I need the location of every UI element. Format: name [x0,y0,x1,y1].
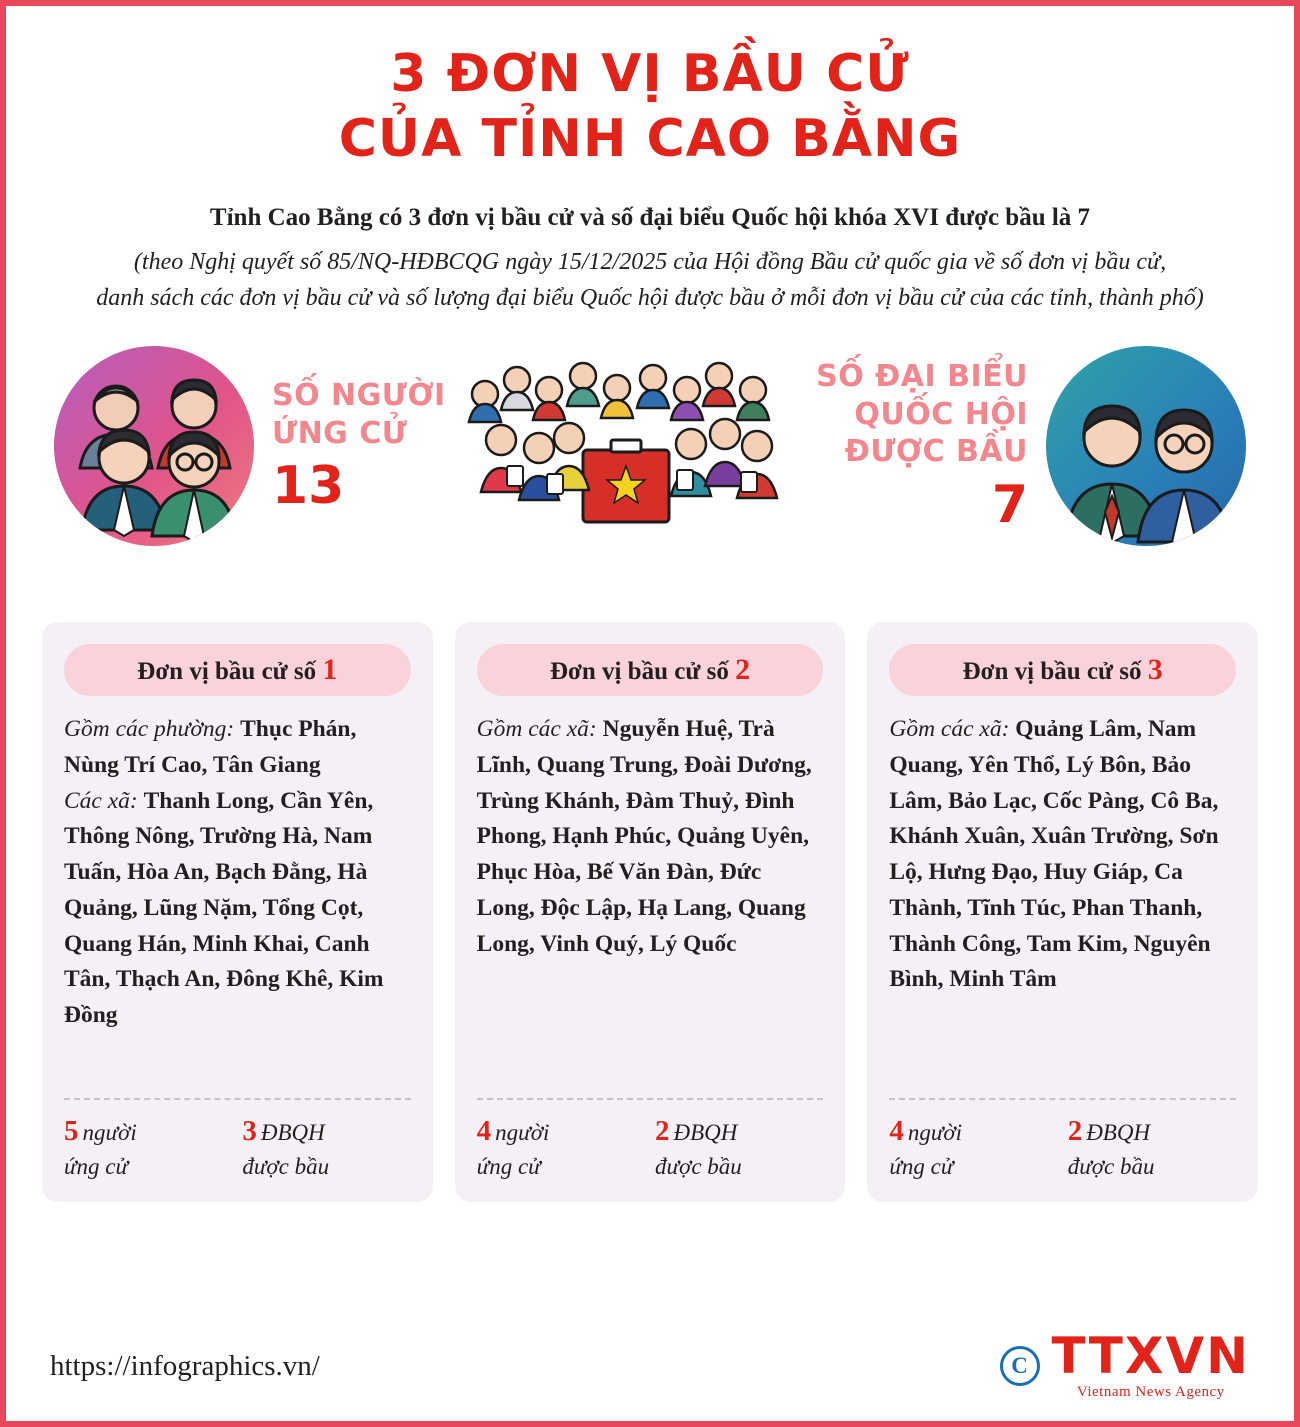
districts-container [6,622,1294,1202]
district-2-body [477,712,824,1084]
district-3-divider [889,1098,1236,1100]
district-2-candidates-label-2: ứng cử [476,1154,541,1180]
district-1-header-text: Đơn vị bầu cử số [137,658,317,686]
district-1-group-1-names: Thanh Long, Cần Yên, Thông Nông, Trường Hà, Nam Tuấn, Hòa An, Bạch Đằng, Hà Quảng, Lũng Nặm, Tổng Cọt, Quang Hán, Minh Khai, Canh Tân, Thạch An, Đông Khê, Kim Đồng [64,787,384,1028]
district-1-footer [64,1112,411,1182]
district-3-deputies-number: 2 [1067,1115,1083,1148]
deputies-label-2: QUỐC HỘI [854,396,1028,432]
district-3-candidates-number: 4 [889,1115,904,1148]
district-card-3 [867,622,1258,1202]
district-2-deputies-number: 2 [655,1115,670,1148]
district-2-candidates [477,1112,645,1182]
district-1-candidates-number: 5 [64,1115,79,1148]
district-3-body [889,712,1236,1084]
subtitle-italic-1: (theo Nghị quyết số 85/NQ-HĐBCQG ngày 15/12/2025 của Hội đồng Bầu cử quốc gia về số đơn vị bầu cử, [133,249,1167,276]
district-3-deputies [1068,1112,1236,1182]
district-2-candidates-label-1: người [495,1120,550,1146]
deputies-value: 7 [991,474,1028,535]
district-3-header-text: Đơn vị bầu cử số [962,658,1142,686]
district-1-body [64,712,411,1084]
district-1-candidates-label-2: ứng cử [64,1154,129,1180]
district-3-deputies-label-1: ĐBQH [1086,1120,1151,1146]
district-1-candidates [64,1112,232,1182]
district-1-deputies [242,1112,410,1182]
district-3-group-0-label: Gồm các xã: [889,716,1010,743]
title-line-2: CỦA TỈNH CAO BẰNG [338,109,962,169]
candidates-text [272,377,446,515]
stat-deputies [816,346,1246,546]
district-2-header-text: Đơn vị bầu cử số [549,658,729,686]
site-url[interactable]: https://infographics.vn/ [50,1349,320,1382]
ttxvn-logo [1051,1327,1250,1401]
district-2-group-0-label: Gồm các xã: [476,716,597,743]
district-2-header [477,644,824,696]
deputies-text [816,358,1028,534]
district-2-deputies-label-1: ĐBQH [673,1120,738,1146]
district-1-divider [64,1098,411,1100]
district-1-deputies-number: 3 [242,1115,257,1148]
district-card-2 [455,622,846,1202]
candidates-label-2: ỨNG CỬ [272,415,408,451]
stat-candidates [54,346,446,546]
stats-row [6,346,1294,596]
district-2-group-0-names: Nguyễn Huệ, Trà Lĩnh, Quang Trung, Đoài Dương, Trùng Khánh, Đàm Thuỷ, Đình Phong, Hạnh Phúc, Quảng Uyên, Phục Hòa, Bế Văn Đàn, Đức Long, Độc Lập, Hạ Lang, Quang Long, Vinh Quý, Lý Quốc [476,716,812,957]
district-1-deputies-label-1: ĐBQH [260,1120,325,1146]
district-2-deputies [655,1112,823,1182]
candidates-label-1: SỐ NGƯỜI [272,378,446,414]
district-3-group-0-names: Quảng Lâm, Nam Quang, Yên Thổ, Lý Bôn, Bảo Lâm, Bảo Lạc, Cốc Pàng, Cô Ba, Khánh Xuân, Xuân Trường, Sơn Lộ, Hưng Đạo, Huy Giáp, Ca Thành, Tĩnh Túc, Phan Thanh, Thành Công, Tam Kim, Nguyên Bình, Minh Tâm [889,716,1219,993]
district-3-deputies-label-2: được bầu [1067,1154,1155,1180]
subtitle-block [46,200,1254,316]
deputies-label-3: ĐƯỢC BẦU [844,434,1028,470]
district-3-header [889,644,1236,696]
subtitle-bold: Tỉnh Cao Bằng có 3 đơn vị bầu cử và số đại biểu Quốc hội khóa XVI được bầu là 7 [209,204,1091,231]
district-2-divider [477,1098,824,1100]
district-1-candidates-label-1: người [82,1120,137,1146]
title-line-1: 3 ĐƠN VỊ BẦU CỬ [390,44,910,104]
candidates-value: 13 [272,456,345,517]
district-3-footer [889,1112,1236,1182]
district-3-candidates-label-1: người [907,1120,963,1146]
deputies-label-1: SỐ ĐẠI BIỂU [816,359,1028,395]
subtitle-italic-2: danh sách các đơn vị bầu cử và số lượng đại biểu Quốc hội được bầu ở mỗi đơn vị bầu cử của các tỉnh, thành phố) [96,285,1204,312]
voting-scene-illustration [461,354,791,539]
agency-logo [1000,1327,1250,1401]
district-3-number: 3 [1147,653,1163,687]
copyright-icon: C [1000,1346,1040,1386]
deputies-people-illustration [1046,346,1246,546]
ttxvn-name: TTXVN [1051,1327,1250,1385]
candidates-people-illustration [54,346,254,546]
ttxvn-subtitle: Vietnam News Agency [1076,1384,1225,1400]
page-title [6,6,1294,172]
district-1-group-0-names: Thục Phán, Nùng Trí Cao, Tân Giang [64,716,357,778]
district-card-1 [42,622,433,1202]
district-1-group-0-label: Gồm các phường: [64,716,235,743]
district-2-number: 2 [735,653,751,687]
district-1-deputies-label-2: được bầu [242,1154,330,1180]
page-footer [6,1327,1294,1401]
district-2-candidates-number: 4 [476,1115,492,1148]
district-1-number: 1 [322,653,338,687]
district-1-group-1-label: Các xã: [64,787,138,814]
district-3-candidates [889,1112,1057,1182]
district-1-header [64,644,411,696]
district-2-deputies-label-2: được bầu [655,1154,742,1180]
district-3-candidates-label-2: ứng cử [889,1154,954,1180]
district-2-footer [477,1112,824,1182]
